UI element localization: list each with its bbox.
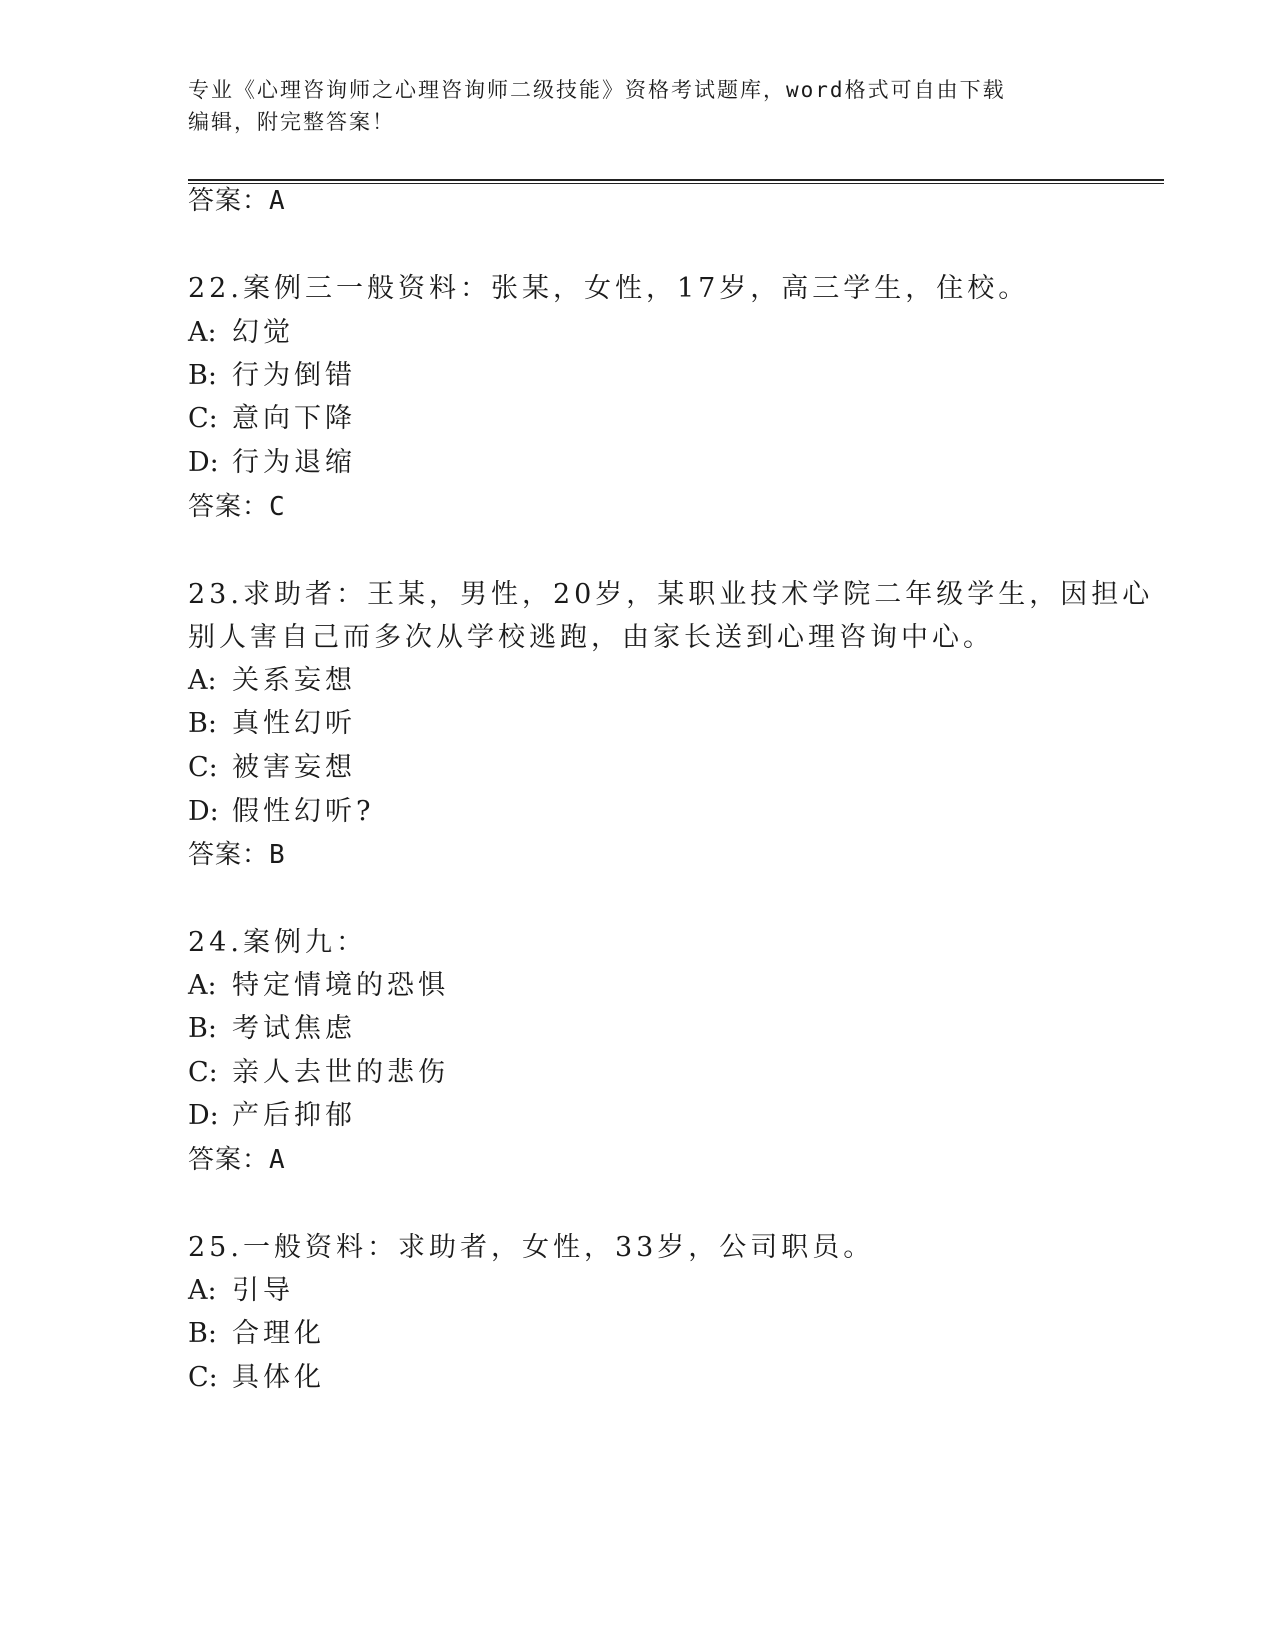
option-a bbox=[188, 664, 356, 698]
option-text: 特定情境的恐惧 bbox=[232, 970, 449, 1001]
option-key: C: bbox=[188, 403, 218, 434]
answer-value: A bbox=[269, 186, 286, 216]
option-key: D: bbox=[188, 796, 219, 827]
document-header bbox=[188, 74, 1088, 138]
question-text-continued: 别人害自己而多次从学校逃跑，由家长送到心理咨询中心。 bbox=[188, 622, 994, 653]
question-text: 25.一般资料：求助者，女性，33岁，公司职员。 bbox=[188, 1232, 875, 1263]
question-text: 22.案例三一般资料：张某，女性，17岁，高三学生，住校。 bbox=[188, 273, 1030, 304]
question-text: 24.案例九： bbox=[188, 927, 367, 958]
option-b bbox=[188, 359, 356, 393]
question-text: 23.求助者：王某，男性，20岁，某职业技术学院二年级学生，因担心 bbox=[188, 579, 1154, 610]
option-b bbox=[188, 1012, 356, 1046]
option-text: 幻觉 bbox=[232, 317, 294, 348]
option-d bbox=[188, 795, 374, 829]
answer-prefix: 答案： bbox=[188, 186, 270, 216]
answer-prefix: 答案： bbox=[188, 492, 270, 522]
option-key: D: bbox=[188, 447, 219, 478]
option-key: A: bbox=[188, 970, 217, 1001]
answer-value: A bbox=[269, 1145, 286, 1175]
option-key: A: bbox=[188, 1275, 217, 1306]
option-text: 关系妄想 bbox=[232, 665, 356, 696]
option-key: A: bbox=[188, 665, 217, 696]
option-a bbox=[188, 316, 294, 350]
option-text: 行为退缩 bbox=[232, 447, 356, 478]
option-c bbox=[188, 402, 356, 436]
option-key: D: bbox=[188, 1100, 219, 1131]
option-d bbox=[188, 1099, 356, 1133]
option-text: 真性幻听 bbox=[232, 708, 356, 739]
header-divider bbox=[188, 179, 1164, 181]
option-text: 被害妄想 bbox=[232, 752, 356, 783]
header-line-1: 专业《心理咨询师之心理咨询师二级技能》资格考试题库，word格式可自由下载 bbox=[188, 78, 1006, 102]
option-d bbox=[188, 446, 356, 480]
option-a bbox=[188, 1274, 294, 1308]
option-text: 意向下降 bbox=[232, 403, 356, 434]
option-a bbox=[188, 969, 449, 1003]
option-key: B: bbox=[188, 360, 217, 391]
option-key: C: bbox=[188, 752, 218, 783]
option-text: 产后抑郁 bbox=[232, 1100, 356, 1131]
option-c bbox=[188, 1056, 449, 1090]
option-key: B: bbox=[188, 708, 217, 739]
option-text: 行为倒错 bbox=[232, 360, 356, 391]
option-c bbox=[188, 1361, 325, 1395]
option-key: C: bbox=[188, 1057, 218, 1088]
option-b bbox=[188, 1317, 325, 1351]
answer-line bbox=[188, 1143, 286, 1177]
option-text: 具体化 bbox=[232, 1362, 325, 1393]
answer-prefix: 答案： bbox=[188, 1145, 270, 1175]
option-text: 合理化 bbox=[232, 1318, 325, 1349]
answer-line bbox=[188, 184, 286, 218]
answer-prefix: 答案： bbox=[188, 840, 270, 870]
header-divider-thin bbox=[188, 183, 1164, 184]
option-key: B: bbox=[188, 1318, 217, 1349]
answer-value: B bbox=[269, 840, 286, 870]
option-key: A: bbox=[188, 317, 217, 348]
option-text: 假性幻听? bbox=[232, 796, 375, 827]
answer-value: C bbox=[269, 492, 286, 522]
option-text: 考试焦虑 bbox=[232, 1013, 356, 1044]
option-key: B: bbox=[188, 1013, 217, 1044]
option-c bbox=[188, 751, 356, 785]
answer-line bbox=[188, 490, 286, 524]
option-text: 亲人去世的悲伤 bbox=[232, 1057, 449, 1088]
option-text: 引导 bbox=[232, 1275, 294, 1306]
option-b bbox=[188, 707, 356, 741]
header-line-2: 编辑，附完整答案！ bbox=[188, 110, 395, 134]
option-key: C: bbox=[188, 1362, 218, 1393]
answer-line bbox=[188, 838, 286, 872]
